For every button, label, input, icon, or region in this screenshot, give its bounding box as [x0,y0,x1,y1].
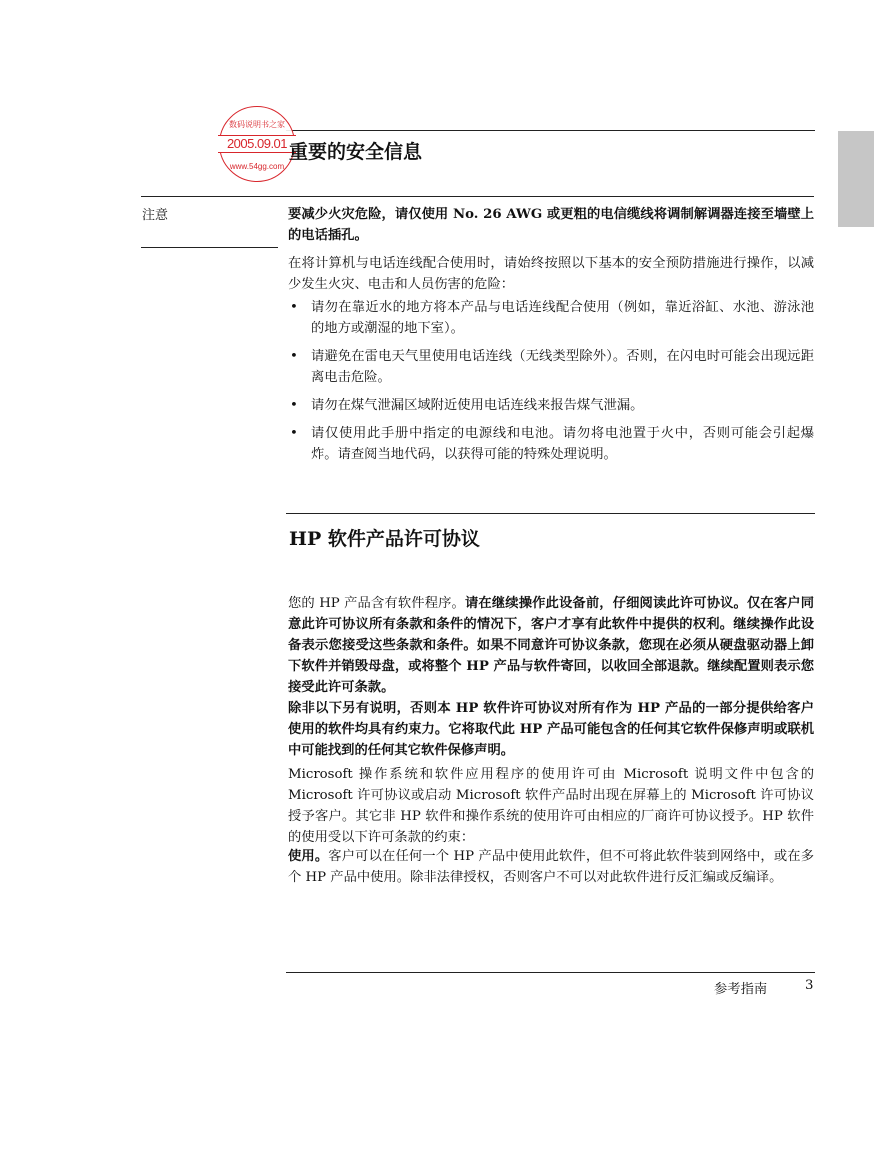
chapter-tab [838,131,874,227]
note-rule-bottom [141,247,278,248]
list-item: • 请勿在煤气泄漏区域附近使用电话连线来报告煤气泄漏。 [288,395,814,416]
bullet-icon: • [290,426,298,441]
stamp-top-text: 数码说明书之家 [229,120,285,129]
note-label: 注意 [142,207,169,222]
footer-rule [286,972,815,973]
list-item: • 请勿在靠近水的地方将本产品与电话连线配合使用（例如，靠近浴缸、水池、游泳池的地方或潮湿的地下室）。 [288,297,814,339]
bullet-icon: • [290,300,298,315]
license-paragraph-3: Microsoft 操作系统和软件应用程序的使用许可由 Microsoft 说明文件中包含的 Microsoft 许可协议或启动 Microsoft 软件产品时出现在屏幕上的 Microsoft 许可协议授予客户。其它非 HP 软件和操作系统的使用许可由相应的厂商许可协议授予。HP 软件的使用受以下许可条款的约束： [288,767,814,845]
note-rule-top [141,196,814,197]
note-text: 要减少火灾危险，请仅使用 No. 26 AWG 或更粗的电信缆线将调制解调器连接至墙壁上的电话插孔。 [288,207,814,243]
list-item: • 请避免在雷电天气里使用电话连线（无线类型除外）。否则，在闪电时可能会出现远距离电击危险。 [288,346,814,388]
section2-title: HP 软件产品许可协议 [289,528,480,550]
stamp-url: www.54gg.com [229,162,285,171]
safety-intro: 在将计算机与电话连线配合使用时，请始终按照以下基本的安全预防措施进行操作，以减少发生火灾、电击和人员伤害的危险： [288,256,814,292]
page-number: 3 [805,978,814,993]
section1-rule [286,130,815,131]
list-item: • 请仅使用此手册中指定的电源线和电池。请勿将电池置于火中，否则可能会引起爆炸。请查阅当地代码，以获得可能的特殊处理说明。 [288,423,814,465]
license-paragraph-1: 您的 HP 产品含有软件程序。请在继续操作此设备前，仔细阅读此许可协议。仅在客户同意此许可协议所有条款和条件的情况下，客户才享有此软件中提供的权利。继续操作此设备表示您接受这些条款和条件。如果不同意许可协议条款，您现在必须从硬盘驱动器上卸下软件并销毁母盘，或将整个 HP 产品与软件寄回，以收回全部退款。继续配置则表示您接受此许可条款。 [288,596,815,695]
bullet-icon: • [290,398,298,413]
safety-list [288,297,814,472]
stamp-date: 2005.09.01 [218,135,296,153]
section1-title: 重要的安全信息 [289,141,423,163]
bullet-icon: • [290,349,298,364]
license-paragraph-2: 除非以下另有说明，否则本 HP 软件许可协议对所有作为 HP 产品的一部分提供给客户使用的软件均具有约束力。它将取代此 HP 产品可能包含的任何其它软件保修声明或联机中可能找到的任何其它软件保修声明。 [288,701,814,758]
section2-rule [286,513,815,514]
license-paragraph-4: 使用。客户可以在任何一个 HP 产品中使用此软件，但不可将此软件装到网络中，或在多个 HP 产品中使用。除非法律授权，否则客户不可以对此软件进行反汇编或反编译。 [288,849,815,885]
footer-label: 参考指南 [714,982,768,997]
website-stamp [219,106,295,182]
